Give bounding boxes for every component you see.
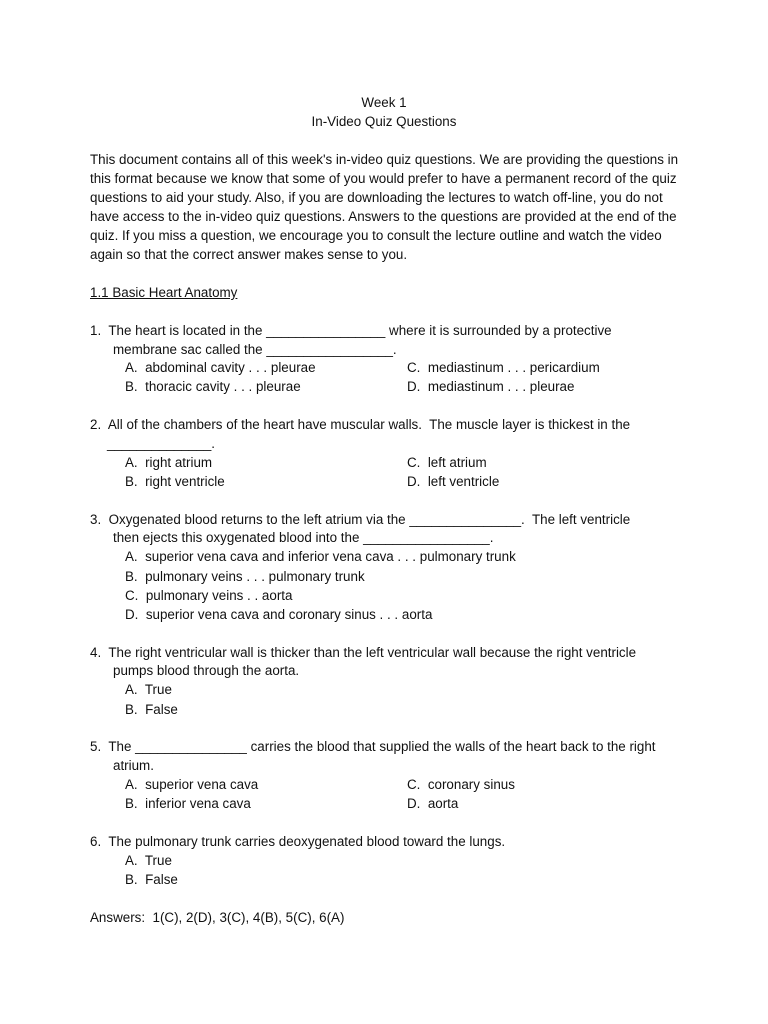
option-c: C. left atrium bbox=[407, 455, 487, 470]
option-a: A. superior vena cava and inferior vena cava . . . pulmonary trunk bbox=[125, 549, 516, 564]
option-a: A. abdominal cavity . . . pleurae bbox=[125, 360, 316, 375]
option-d: D. left ventricle bbox=[407, 474, 500, 489]
option-d: D. aorta bbox=[407, 796, 459, 811]
option-c: C. mediastinum . . . pericardium bbox=[407, 360, 600, 375]
intro-paragraph: This document contains all of this week's in-video quiz questions. We are providing the questions in this format because we know that some of you would prefer to have a permanent record of the quiz questions to aid your study. Also, if you are downloading the lectures to watch off-line, you do not have access to the in-video quiz questions. Answers to the questions are provided at the end of the quiz. If you miss a question, we encourage you to consult the lecture outline and watch the video again so that the correct answer makes sense to you. bbox=[90, 152, 679, 262]
option-d: D. superior vena cava and coronary sinus . . . aorta bbox=[125, 607, 433, 622]
option-b: B. False bbox=[125, 702, 178, 717]
option-a: A. True bbox=[125, 853, 172, 868]
option-c: C. pulmonary veins . . aorta bbox=[125, 588, 293, 603]
question-text: 5. The _______________ carries the blood that supplied the walls of the heart back to the right bbox=[90, 739, 656, 754]
option-c: C. coronary sinus bbox=[407, 777, 515, 792]
week-title: Week 1 bbox=[361, 95, 407, 110]
option-d: D. mediastinum . . . pleurae bbox=[407, 379, 575, 394]
question-text: 4. The right ventricular wall is thicker than the left ventricular wall because the right ventricle bbox=[90, 645, 637, 660]
document-subtitle: In-Video Quiz Questions bbox=[311, 114, 457, 129]
question-text-continued: ______________. bbox=[107, 436, 215, 451]
option-b: B. right ventricle bbox=[125, 474, 225, 489]
question-text: 6. The pulmonary trunk carries deoxygenated blood toward the lungs. bbox=[90, 834, 506, 849]
option-a: A. superior vena cava bbox=[125, 777, 259, 792]
option-a: A. right atrium bbox=[125, 455, 213, 470]
question-text: 3. Oxygenated blood returns to the left atrium via the _______________. The left ventricle bbox=[90, 512, 631, 527]
answer-key: Answers: 1(C), 2(D), 3(C), 4(B), 5(C), 6(A) bbox=[90, 910, 345, 925]
section-heading: 1.1 Basic Heart Anatomy bbox=[90, 285, 238, 300]
option-b: B. thoracic cavity . . . pleurae bbox=[125, 379, 301, 394]
question-text-continued: membrane sac called the _________________. bbox=[113, 342, 397, 357]
question-text-continued: then ejects this oxygenated blood into the _________________. bbox=[113, 530, 494, 545]
question-text-continued: pumps blood through the aorta. bbox=[113, 663, 300, 678]
option-b: B. pulmonary veins . . . pulmonary trunk bbox=[125, 569, 365, 584]
question-text: 2. All of the chambers of the heart have muscular walls. The muscle layer is thickest in the bbox=[90, 417, 631, 432]
option-b: B. inferior vena cava bbox=[125, 796, 251, 811]
option-b: B. False bbox=[125, 872, 178, 887]
option-a: A. True bbox=[125, 682, 172, 697]
question-text: 1. The heart is located in the ________________ where it is surrounded by a protective bbox=[90, 323, 612, 338]
question-text-continued: atrium. bbox=[113, 758, 154, 773]
